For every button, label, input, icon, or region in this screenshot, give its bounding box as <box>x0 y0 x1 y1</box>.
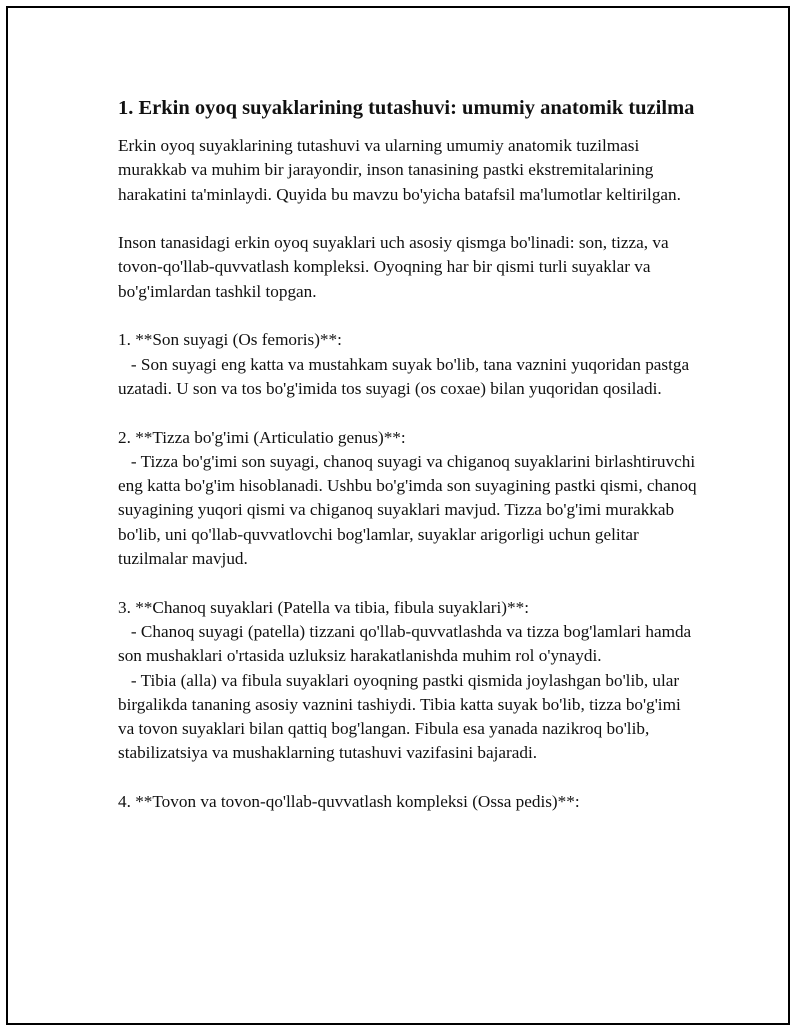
list-item-foot-bones: 4. **Tovon va tovon-qo'llab-quvvatlash kompleksi (Ossa pedis)**: <box>118 792 580 812</box>
section-heading: 1. Erkin oyoq suyaklarining tutashuvi: umumiy anatomik tuzilma <box>118 97 695 119</box>
list-item-knee-joint: 2. **Tizza bo'g'imi (Articulatio genus)**: - Tizza bo'g'imi son suyagi, chanoq suyagi va chiganoq suyaklarini birlashtiruvchi eng katta bo'g'im hisoblanadi. Ushbu bo'g'imda son suyagining pastki qismi, chanoq suyagining yuqori qismi va chiganoq suyaklari mavjud. Tizza bo'g'imi murakkab bo'lib, uni qo'llab-quvvatlovchi bog'lamlar, suyaklar arigorligi uchun gelitar tuzilmalar mavjud. <box>118 427 697 569</box>
paragraph-gap <box>118 304 698 328</box>
list-item-femur: 1. **Son suyagi (Os femoris)**: - Son suyagi eng katta va mustahkam suyak bo'lib, tana vaznini yuqoridan pastga uzatadi. U son va tos bo'g'imida tos suyagi (os coxae) bilan yuqoridan qosiladi. <box>118 330 690 398</box>
list-item-patella-tibia-fibula: 3. **Chanoq suyaklari (Patella va tibia, fibula suyaklari)**: - Chanoq suyagi (patella) tizzani qo'llab-quvvatlashda va tizza bog'lamlari hamda son mushaklari o'rtasida uzluksiz harakatlanishda muhim rol o'ynaydi. - Tibia (alla) va fibula suyaklari oyoqning pastki qismida joylashgan bo'lib, ular birgalikda tananing asosiy vaznini tashiydi. Tibia katta suyak bo'lib, tizza bo'g'imi va tovon suyaklari bilan qattiq bog'langan. Fibula esa yanada nazikroq bo'lib, stabilizatsiya va mushaklarning tutashuvi vazifasini bajaradi. <box>118 597 692 763</box>
paragraph-gap <box>118 401 698 425</box>
paragraph-gap <box>118 766 698 790</box>
intro-paragraph: Erkin oyoq suyaklarining tutashuvi va ularning umumiy anatomik tuzilmasi murakkab va muhim bir jarayondir, inson tanasining pastki ekstremitalarining harakatini ta'minlaydi. Quyida bu mavzu bo'yicha batafsil ma'lumotlar keltirilgan. <box>118 136 681 204</box>
paragraph-gap <box>118 571 698 595</box>
paragraph-gap <box>118 207 698 231</box>
document-body <box>118 95 698 814</box>
overview-paragraph: Inson tanasidagi erkin oyoq suyaklari uch asosiy qismga bo'linadi: son, tizza, va tovon-qo'llab-quvvatlash kompleksi. Oyoqning har bir qismi turli suyaklar va bo'g'imlardan tashkil topgan. <box>118 233 673 301</box>
